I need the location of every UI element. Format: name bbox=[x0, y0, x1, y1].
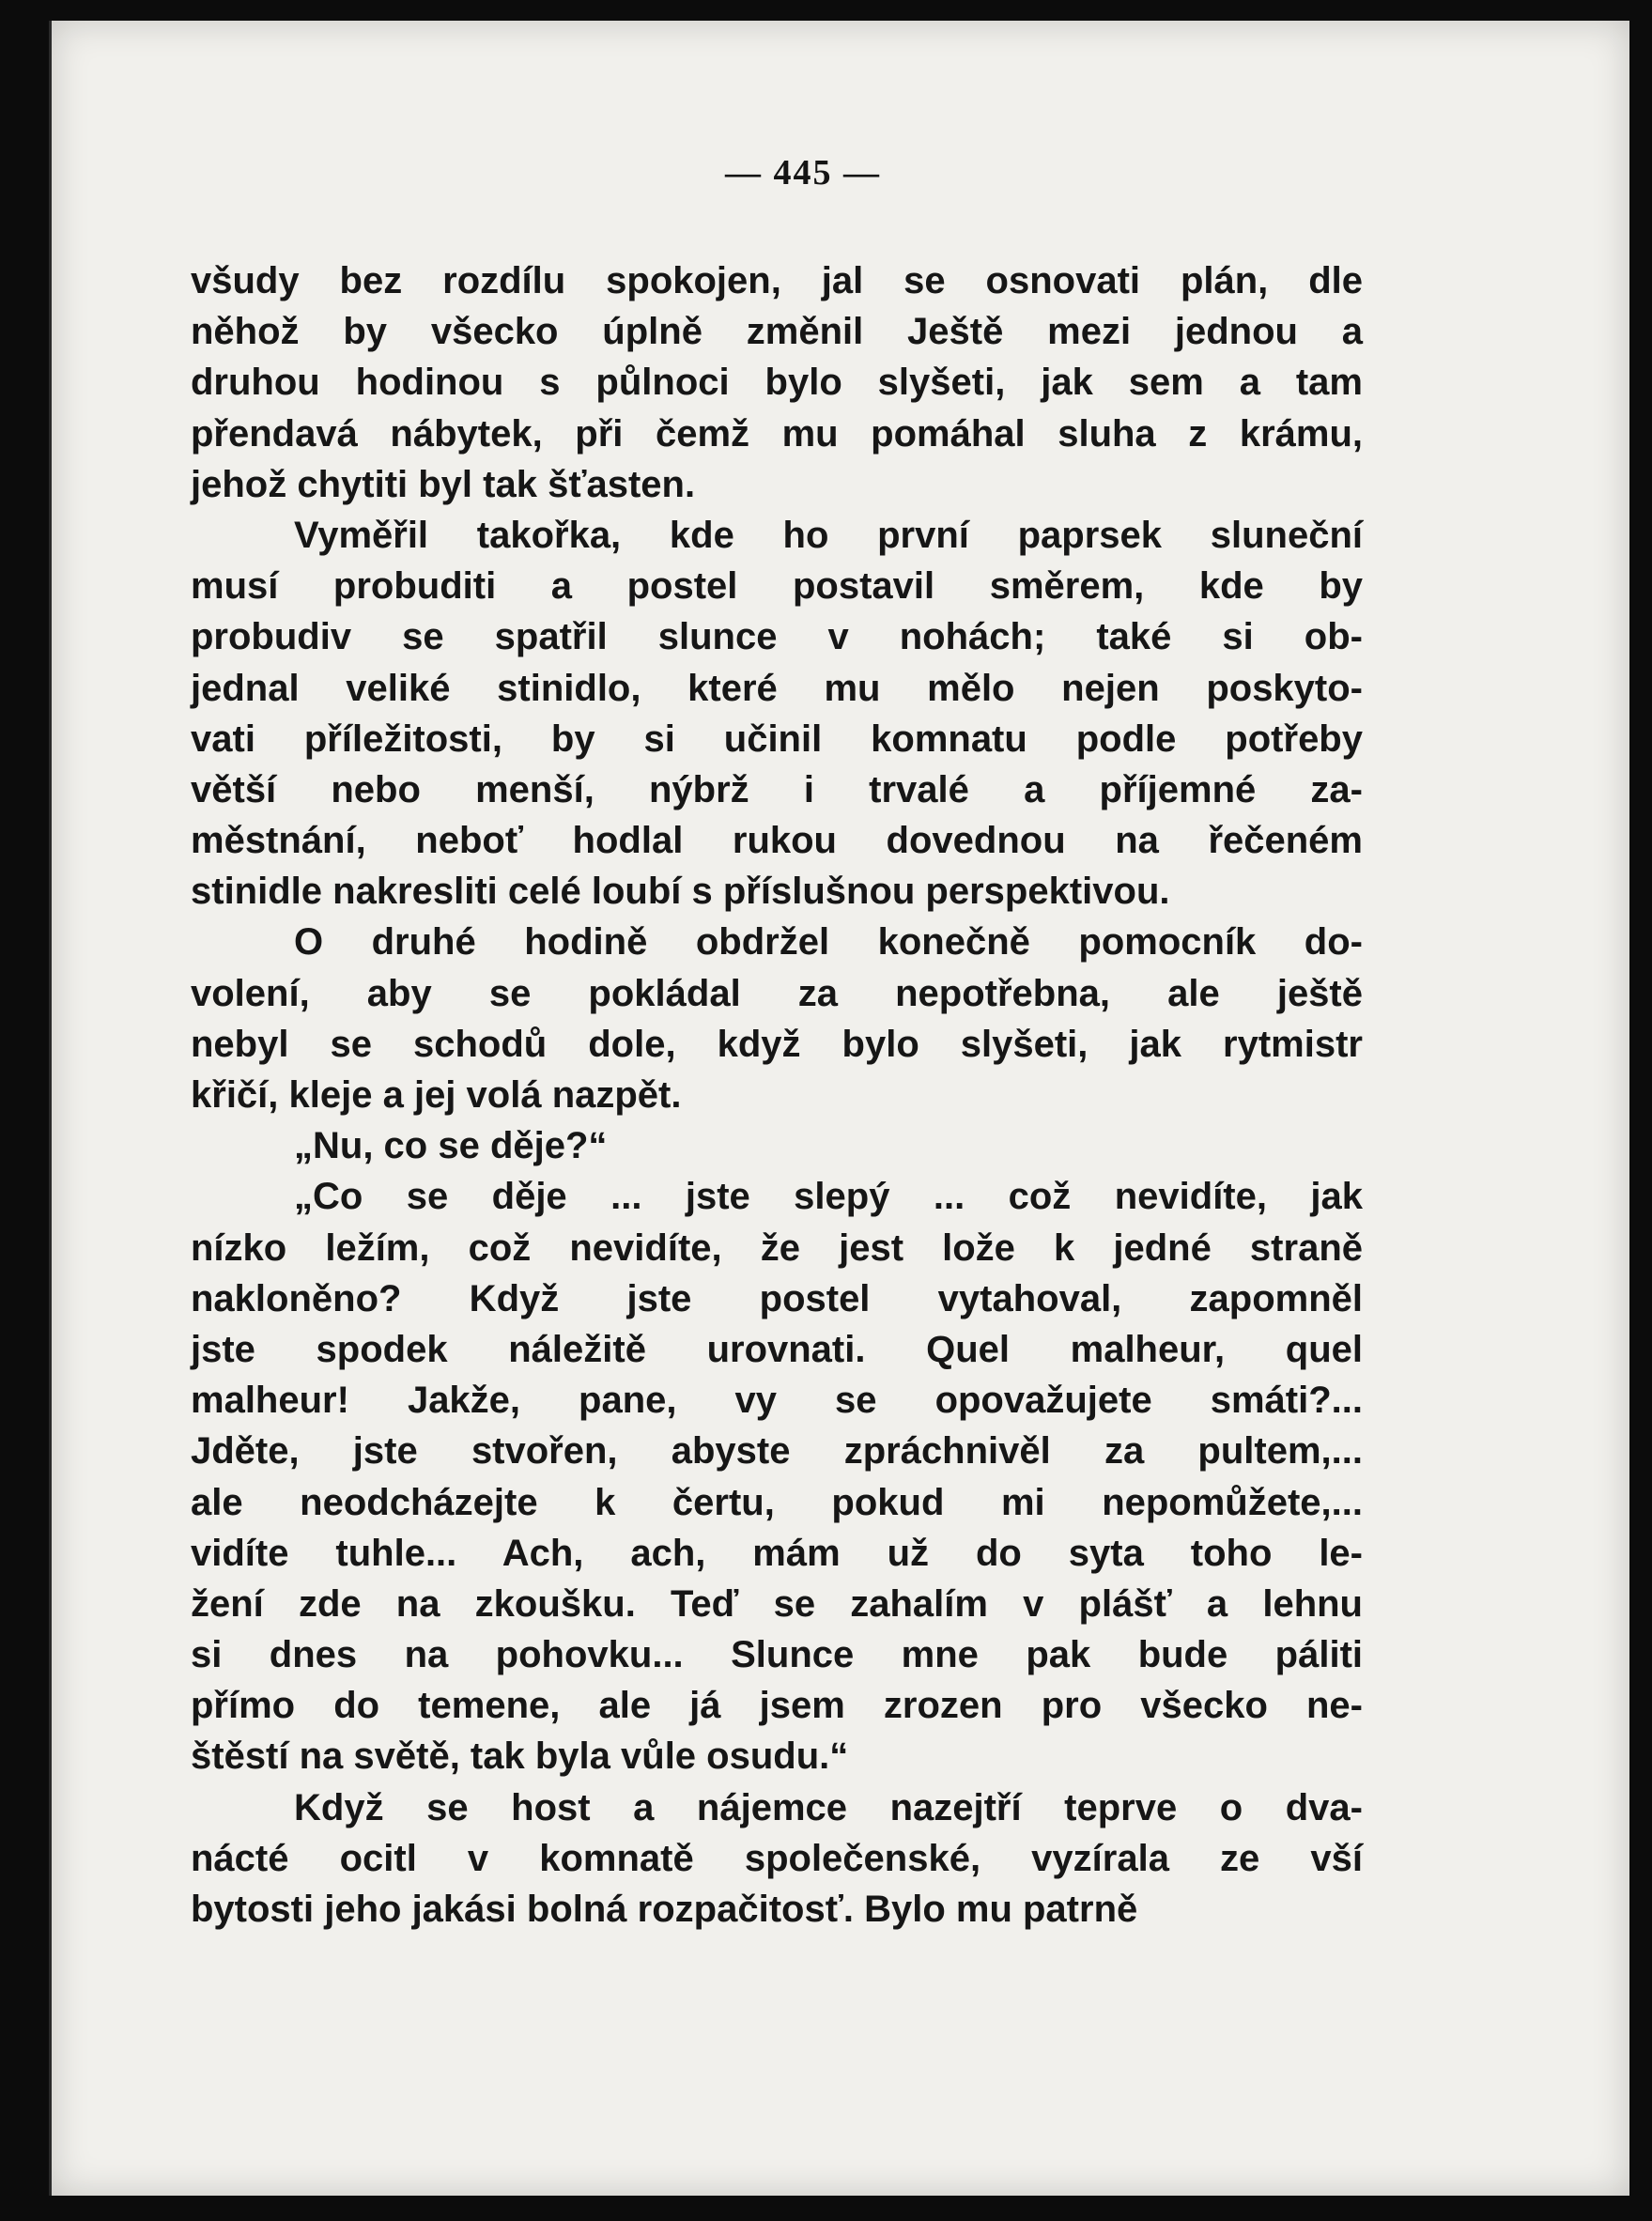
text-line: vidíte tuhle... Ach, ach, mám už do syta toho le- bbox=[191, 1532, 1363, 1574]
text-line: Když se host a nájemce nazejtří teprve o dva- bbox=[294, 1786, 1363, 1828]
text-line: vati příležitosti, by si učinil komnatu podle potřeby bbox=[191, 717, 1363, 760]
text-line: Vyměřil takořka, kde ho první paprsek sluneční bbox=[294, 514, 1363, 556]
text-line: křičí, kleje a jej volá nazpět. bbox=[191, 1074, 682, 1116]
text-line: nebyl se schodů dole, když bylo slyšeti, jak rytmistr bbox=[191, 1023, 1363, 1065]
text-line: probudiv se spatřil slunce v nohách; také si ob- bbox=[191, 616, 1363, 658]
text-line: štěstí na světě, tak byla vůle osudu.“ bbox=[191, 1735, 849, 1778]
text-line: větší nebo menší, nýbrž i trvalé a příjemné za- bbox=[191, 768, 1363, 810]
paragraph bbox=[191, 1171, 1363, 1781]
text-line: městnání, neboť hodlal rukou dovednou na řečeném bbox=[191, 820, 1363, 862]
paragraph bbox=[191, 1782, 1363, 1936]
paragraph bbox=[191, 510, 1363, 918]
text-line: stinidle nakresliti celé loubí s příslušnou perspektivou. bbox=[191, 871, 1170, 913]
text-line: malheur! Jakže, pane, vy se opovažujete smáti?... bbox=[191, 1380, 1363, 1422]
paragraph bbox=[191, 255, 1363, 510]
text-line: přímo do temene, ale já jsem zrozen pro všecko ne- bbox=[191, 1685, 1363, 1727]
text-line: nízko ležím, což nevidíte, že jest lože k jedné straně bbox=[191, 1226, 1363, 1269]
text-line: bytosti jeho jakási bolná rozpačitosť. Bylo mu patrně bbox=[191, 1889, 1138, 1930]
body-text bbox=[191, 255, 1363, 1935]
text-line: nakloněno? Když jste postel vytahoval, zapomněl bbox=[191, 1277, 1363, 1319]
text-line: jednal veliké stinidlo, které mu mělo nejen poskyto- bbox=[191, 667, 1363, 709]
paragraph bbox=[191, 1120, 1363, 1171]
paragraph bbox=[191, 917, 1363, 1120]
text-line: Jděte, jste stvořen, abyste zpráchnivěl za pultem,... bbox=[191, 1430, 1363, 1473]
page-number: — 445 — bbox=[725, 153, 881, 193]
text-line: druhou hodinou s půlnoci bylo slyšeti, jak sem a tam bbox=[191, 362, 1363, 404]
text-line: jste spodek náležitě urovnati. Quel malheur, quel bbox=[191, 1328, 1363, 1370]
text-line: přendavá nábytek, při čemž mu pomáhal sluha z krámu, bbox=[191, 412, 1363, 455]
text-line: „Nu, co se děje?“ bbox=[294, 1125, 608, 1167]
text-line: „Co se děje ... jste slepý ... což nevidíte, jak bbox=[294, 1176, 1363, 1218]
text-line: žení zde na zkoušku. Teď se zahalím v plášť a lehnu bbox=[191, 1582, 1363, 1625]
text-line: volení, aby se pokládal za nepotřebna, ale ještě bbox=[191, 972, 1363, 1014]
text-line: O druhé hodině obdržel konečně pomocník do- bbox=[294, 921, 1363, 964]
book-page bbox=[49, 21, 1629, 2196]
text-line: si dnes na pohovku... Slunce mne pak bude páliti bbox=[191, 1634, 1363, 1676]
text-line: něhož by všecko úplně změnil Ještě mezi jednou a bbox=[191, 311, 1363, 353]
text-line: nácté ocitl v komnatě společenské, vyzírala ze vší bbox=[191, 1837, 1363, 1879]
text-line: ale neodcházejte k čertu, pokud mi nepomůžete,... bbox=[191, 1481, 1363, 1523]
text-line: jehož chytiti byl tak šťasten. bbox=[191, 463, 696, 505]
text-line: všudy bez rozdílu spokojen, jal se osnovati plán, dle bbox=[191, 260, 1363, 301]
text-line: musí probuditi a postel postavil směrem, kde by bbox=[191, 565, 1363, 608]
